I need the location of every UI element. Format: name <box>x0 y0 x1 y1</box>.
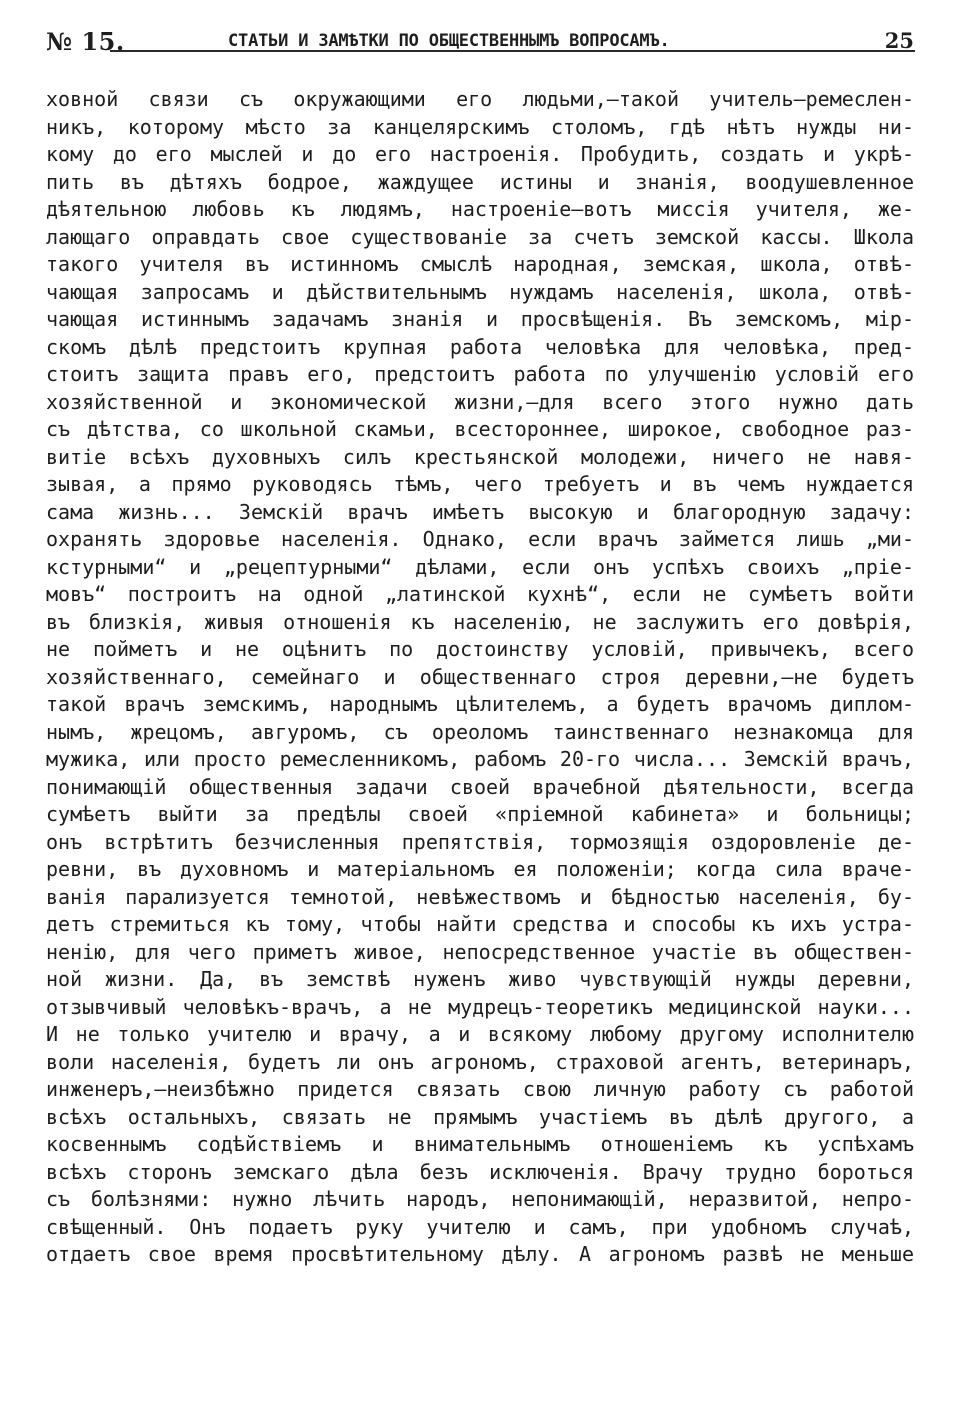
page-number: 25 <box>884 28 914 53</box>
issue-number: № 15. <box>46 27 125 56</box>
text-line: охранять здоровье населенія. Однако, если врачъ займется лишь „ми- <box>46 527 914 551</box>
text-line: витіе всѣхъ духовныхъ силъ крестьянской молодежи, ничего не навя- <box>46 444 914 469</box>
text-line: кому до его мыслей и до его настроенія. Пробудить, создать и укрѣ- <box>46 142 914 166</box>
text-line: всѣхъ сторонъ земскаго дѣла безъ исключенія. Врачу трудно бороться <box>46 1159 914 1184</box>
text-line: ванія парализуется темнотой, невѣжествомъ и бѣдностью населенія, бу- <box>46 884 914 909</box>
text-line: чающая запросамъ и дѣйствительнымъ нуждамъ населенія, школа, отвѣ- <box>46 279 914 304</box>
text-line: воли населенія, будетъ ли онъ агрономъ, страховой агентъ, ветеринаръ, <box>46 1049 914 1074</box>
text-line: онъ встрѣтитъ безчисленныя препятствія, тормозящія оздоровленіе де- <box>46 829 914 854</box>
text-line: детъ стремиться къ тому, чтобы найти средства и способы къ ихъ устра- <box>46 912 914 936</box>
text-line: дѣятельною любовь къ людямъ, настроеніе—вотъ миссія учителя, же- <box>46 197 914 221</box>
text-line: И не только учителю и врачу, а и всякому любому другому исполнителю <box>46 1022 914 1046</box>
text-line: кстурными“ и „рецептурными“ дѣлами, если онъ успѣхъ своихъ „пріе- <box>46 554 914 579</box>
text-line: косвеннымъ содѣйствіемъ и внимательнымъ отношеніемъ къ успѣхамъ <box>46 1132 914 1156</box>
text-line: отзывчивый человѣкъ-врачъ, а не мудрецъ-теоретикъ медицинской науки... <box>46 994 914 1019</box>
body-text <box>46 86 914 1269</box>
text-line: мовъ“ построитъ на одной „латинской кухнѣ“, если не сумѣетъ войти <box>46 582 914 606</box>
text-line: мужика, или просто ремесленникомъ, рабомъ 20-го числа... Земскій врачъ, <box>46 747 914 771</box>
text-line: ховной связи съ окружающими его людьми,—такой учитель—ремеслен- <box>46 87 914 111</box>
text-line: сама жизнь... Земскій врачъ имѣетъ высокую и благородную задачу: <box>46 499 914 524</box>
text-line: такого учителя въ истинномъ смыслѣ народная, земская, школа, отвѣ- <box>46 252 914 276</box>
text-line: не пойметъ и не оцѣнитъ по достоинству условій, привычекъ, всего <box>46 637 914 661</box>
header-rule <box>110 50 915 52</box>
text-line: съ дѣтства, со школьной скамьи, всестороннее, широкое, свободное раз- <box>46 417 914 441</box>
text-line: лающаго оправдать свое существованіе за счетъ земской кассы. Школа <box>46 224 914 249</box>
text-line: ненію, для чего приметъ живое, непосредственное участіе въ обществен- <box>46 939 914 964</box>
text-line: такой врачъ земскимъ, народнымъ цѣлителемъ, а будетъ врачомъ диплом- <box>46 692 914 716</box>
text-line: хозяйственнаго, семейнаго и общественнаго строя деревни,—не будетъ <box>46 664 914 689</box>
section-title: СТАТЬИ И ЗАМѢТКИ ПО ОБЩЕСТВЕННЫМЪ ВОПРОСАМЪ. <box>228 31 670 51</box>
text-line: ревни, въ духовномъ и матеріальномъ ея положеніи; когда сила враче- <box>46 857 914 881</box>
text-line: понимающій общественныя задачи своей врачебной дѣятельности, всегда <box>46 774 914 799</box>
text-line: зывая, а прямо руководясь тѣмъ, чего требуетъ и въ чемъ нуждается <box>46 472 914 496</box>
text-line: стоитъ защита правъ его, предстоитъ работа по улучшенію условій его <box>46 362 914 386</box>
text-line: никъ, которому мѣсто за канцелярскимъ столомъ, гдѣ нѣтъ нужды ни- <box>46 114 914 139</box>
text-line: чающая истиннымъ задачамъ знанія и просвѣщенія. Въ земскомъ, мір- <box>46 307 914 331</box>
text-line: свѣщенный. Онъ подаетъ руку учителю и самъ, при удобномъ случаѣ, <box>46 1214 914 1239</box>
text-line: хозяйственной и экономической жизни,—для всего этого нужно дать <box>46 389 914 414</box>
text-line: нымъ, жрецомъ, авгуромъ, съ ореоломъ таинственнаго незнакомца для <box>46 719 914 744</box>
text-line: въ близкія, живыя отношенія къ населенію, не заслужитъ его довѣрія, <box>46 609 914 634</box>
text-line: пить въ дѣтяхъ бодрое, жаждущее истины и знанія, воодушевленное <box>46 169 914 194</box>
text-line: сумѣетъ выйти за предѣлы своей «пріемной кабинета» и больницы; <box>46 802 914 826</box>
text-line: всѣхъ остальныхъ, связать не прямымъ участіемъ въ дѣлѣ другого, а <box>46 1104 914 1129</box>
text-line: отдаетъ свое время просвѣтительному дѣлу. А агрономъ развѣ не меньше <box>46 1242 914 1266</box>
text-line: инженеръ,—неизбѣжно придется связать свою личную работу съ работой <box>46 1077 914 1101</box>
text-line: скомъ дѣлѣ предстоитъ крупная работа человѣка для человѣка, пред- <box>46 334 914 359</box>
text-line: ной жизни. Да, въ земствѣ нуженъ живо чувствующій нужды деревни, <box>46 967 914 991</box>
text-line: съ болѣзнями: нужно лѣчить народъ, непонимающій, неразвитой, непро- <box>46 1187 914 1211</box>
